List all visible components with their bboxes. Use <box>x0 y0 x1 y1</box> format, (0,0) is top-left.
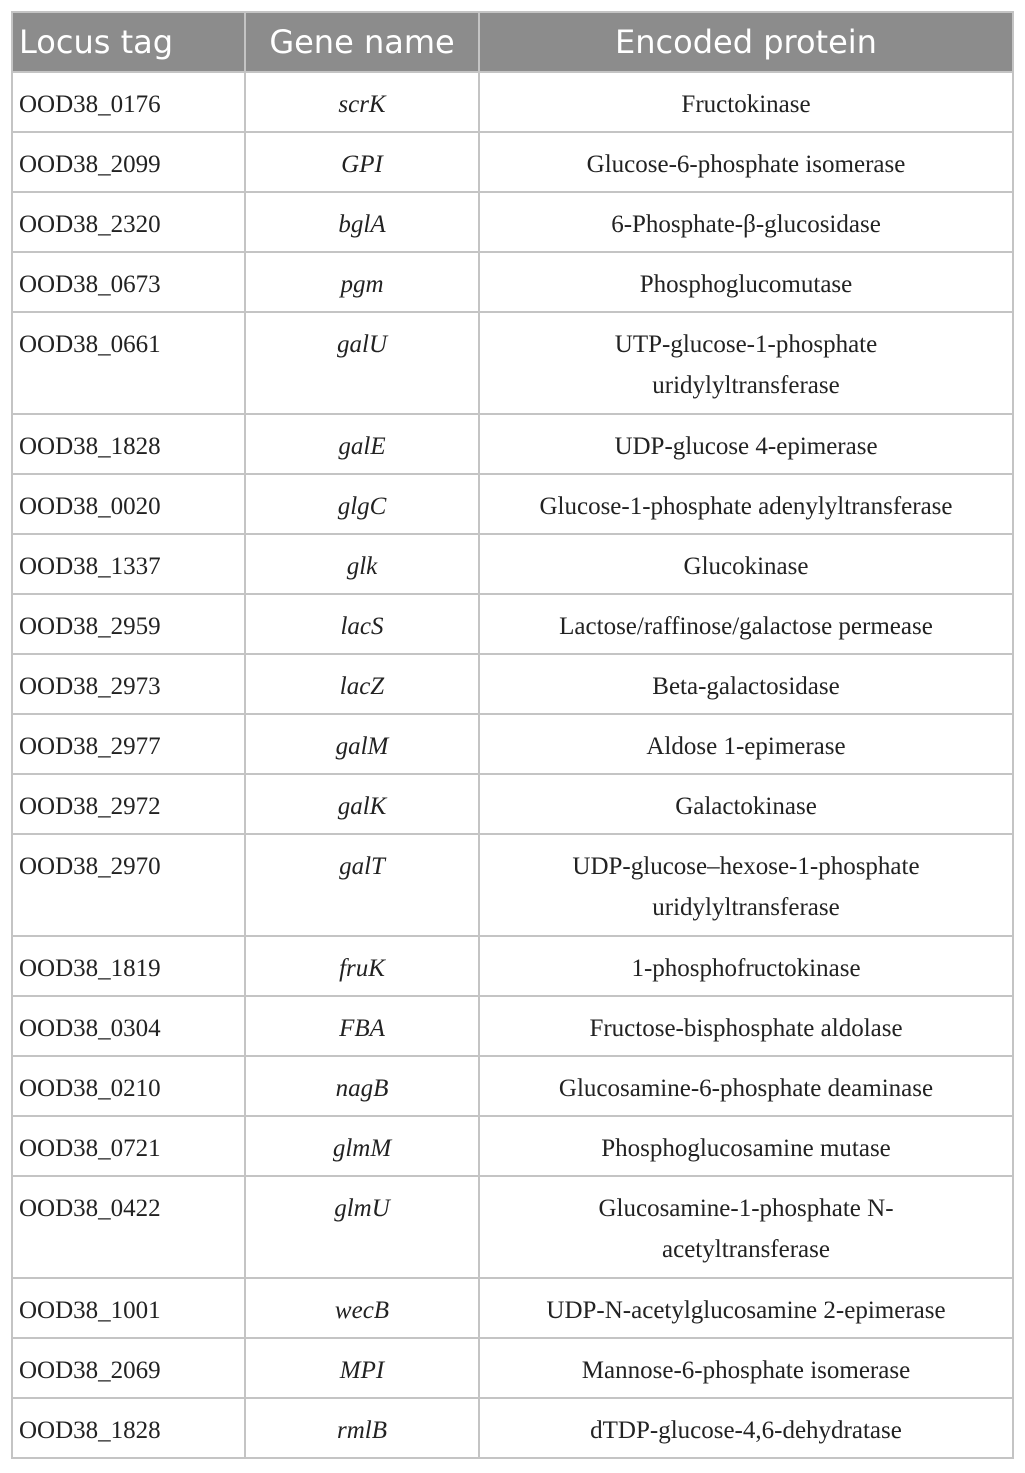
gene-name-cell: galT <box>245 834 479 936</box>
gene-name-cell: galE <box>245 414 479 474</box>
locus-tag-cell: OOD38_2320 <box>12 192 245 252</box>
table-row <box>12 132 1013 192</box>
locus-tag-cell: OOD38_0673 <box>12 252 245 312</box>
encoded-protein-cell: 6-Phosphate-β-glucosidase <box>479 192 1013 252</box>
table-row <box>12 834 1013 936</box>
locus-tag-cell: OOD38_1001 <box>12 1278 245 1338</box>
locus-tag-cell: OOD38_2959 <box>12 594 245 654</box>
encoded-protein-cell: Mannose-6-phosphate isomerase <box>479 1338 1013 1398</box>
locus-tag-cell: OOD38_0210 <box>12 1056 245 1116</box>
encoded-protein-cell: Galactokinase <box>479 774 1013 834</box>
encoded-protein-cell: Glucokinase <box>479 534 1013 594</box>
locus-tag-cell: OOD38_2099 <box>12 132 245 192</box>
locus-tag-cell: OOD38_2970 <box>12 834 245 936</box>
encoded-protein-cell: Fructose-bisphosphate aldolase <box>479 996 1013 1056</box>
gene-name-cell: galU <box>245 312 479 414</box>
header-encoded-protein: Encoded protein <box>479 12 1013 72</box>
gene-table <box>11 11 1014 1459</box>
table-row <box>12 774 1013 834</box>
gene-name-cell: fruK <box>245 936 479 996</box>
table-row <box>12 936 1013 996</box>
encoded-protein-cell: 1-phosphofructokinase <box>479 936 1013 996</box>
gene-name-cell: FBA <box>245 996 479 1056</box>
gene-name-cell: rmlB <box>245 1398 479 1458</box>
encoded-protein-cell: Glucose-1-phosphate adenylyltransferase <box>479 474 1013 534</box>
gene-name-cell: GPI <box>245 132 479 192</box>
table-header <box>12 12 1013 72</box>
gene-name-cell: bglA <box>245 192 479 252</box>
gene-name-cell: scrK <box>245 72 479 132</box>
locus-tag-cell: OOD38_2972 <box>12 774 245 834</box>
gene-name-cell: glgC <box>245 474 479 534</box>
encoded-protein-cell: UDP-glucose 4-epimerase <box>479 414 1013 474</box>
locus-tag-cell: OOD38_1819 <box>12 936 245 996</box>
table-row <box>12 594 1013 654</box>
table-row <box>12 654 1013 714</box>
encoded-protein-cell: Aldose 1-epimerase <box>479 714 1013 774</box>
table-row <box>12 1278 1013 1338</box>
locus-tag-cell: OOD38_0422 <box>12 1176 245 1278</box>
encoded-protein-cell: UDP-N-acetylglucosamine 2-epimerase <box>479 1278 1013 1338</box>
locus-tag-cell: OOD38_1337 <box>12 534 245 594</box>
table-row <box>12 1176 1013 1278</box>
table-row <box>12 312 1013 414</box>
gene-name-cell: MPI <box>245 1338 479 1398</box>
locus-tag-cell: OOD38_1828 <box>12 414 245 474</box>
gene-name-cell: galK <box>245 774 479 834</box>
locus-tag-cell: OOD38_0661 <box>12 312 245 414</box>
table-row <box>12 996 1013 1056</box>
table-row <box>12 1056 1013 1116</box>
gene-name-cell: pgm <box>245 252 479 312</box>
table-row <box>12 1398 1013 1458</box>
table-row <box>12 534 1013 594</box>
table-row <box>12 1338 1013 1398</box>
gene-name-cell: lacS <box>245 594 479 654</box>
gene-name-cell: glmM <box>245 1116 479 1176</box>
locus-tag-cell: OOD38_0176 <box>12 72 245 132</box>
gene-name-cell: nagB <box>245 1056 479 1116</box>
table-row <box>12 252 1013 312</box>
locus-tag-cell: OOD38_2977 <box>12 714 245 774</box>
encoded-protein-cell: Glucosamine-1-phosphate N-acetyltransferase <box>479 1176 1013 1278</box>
header-locus-tag: Locus tag <box>12 12 245 72</box>
header-row <box>12 12 1013 72</box>
locus-tag-cell: OOD38_1828 <box>12 1398 245 1458</box>
encoded-protein-cell: Fructokinase <box>479 72 1013 132</box>
encoded-protein-cell: Lactose/raffinose/galactose permease <box>479 594 1013 654</box>
table-row <box>12 1116 1013 1176</box>
locus-tag-cell: OOD38_0020 <box>12 474 245 534</box>
gene-name-cell: glk <box>245 534 479 594</box>
table-row <box>12 72 1013 132</box>
locus-tag-cell: OOD38_2069 <box>12 1338 245 1398</box>
locus-tag-cell: OOD38_0304 <box>12 996 245 1056</box>
locus-tag-cell: OOD38_0721 <box>12 1116 245 1176</box>
encoded-protein-cell: Glucosamine-6-phosphate deaminase <box>479 1056 1013 1116</box>
locus-tag-cell: OOD38_2973 <box>12 654 245 714</box>
table-row <box>12 414 1013 474</box>
table-body <box>12 72 1013 1458</box>
table-row <box>12 714 1013 774</box>
gene-name-cell: lacZ <box>245 654 479 714</box>
encoded-protein-cell: Phosphoglucomutase <box>479 252 1013 312</box>
encoded-protein-cell: UDP-glucose–hexose-1-phosphate uridylyltransferase <box>479 834 1013 936</box>
header-gene-name: Gene name <box>245 12 479 72</box>
gene-name-cell: glmU <box>245 1176 479 1278</box>
gene-name-cell: galM <box>245 714 479 774</box>
table-row <box>12 474 1013 534</box>
encoded-protein-cell: Beta-galactosidase <box>479 654 1013 714</box>
encoded-protein-cell: Phosphoglucosamine mutase <box>479 1116 1013 1176</box>
encoded-protein-cell: UTP-glucose-1-phosphate uridylyltransferase <box>479 312 1013 414</box>
encoded-protein-cell: Glucose-6-phosphate isomerase <box>479 132 1013 192</box>
gene-name-cell: wecB <box>245 1278 479 1338</box>
encoded-protein-cell: dTDP-glucose-4,6-dehydratase <box>479 1398 1013 1458</box>
table-row <box>12 192 1013 252</box>
